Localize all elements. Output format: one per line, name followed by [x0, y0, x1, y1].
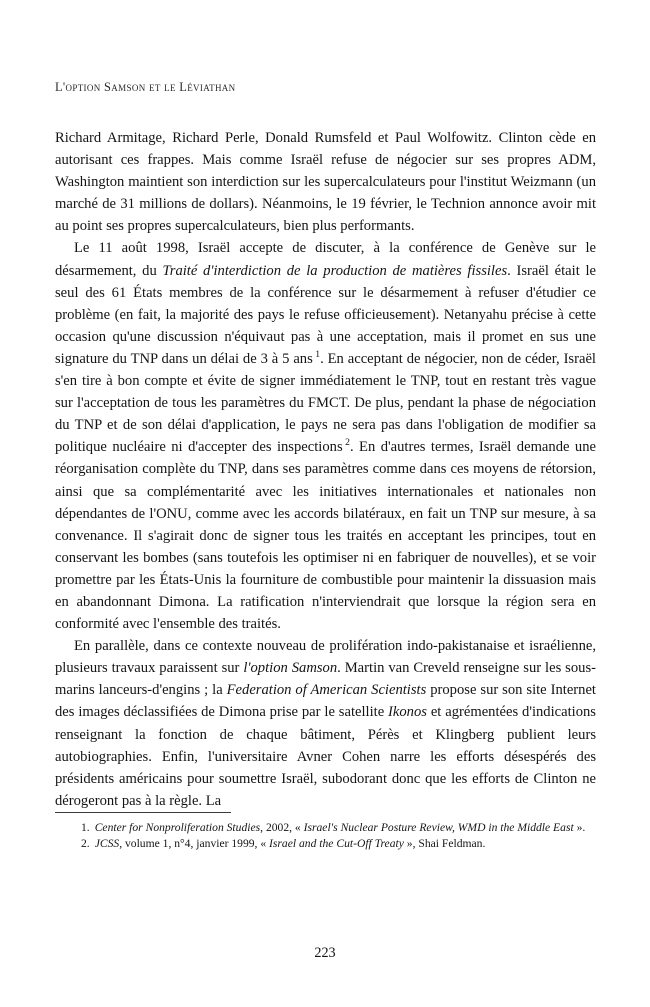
footnote-item: 2. JCSS, volume 1, n°4, janvier 1999, « Israel and the Cut-Off Treaty », Shai Feldman.	[81, 837, 486, 851]
footnote-reference[interactable]: 1	[315, 349, 321, 361]
italic-text: Federation of American Scientists	[226, 682, 427, 699]
paragraph-para-2: Le 11 août 1998, Israël accepte de discuter, à la conférence de Genève sur le désarmement, du Traité d'interdiction de la production de matières fissiles. Israël était le seul des 61 États membres de la conférence sur le désarmement à refuser d'étudier ce problème (en fait, la majorité des pays le refuse officieusement). Netanyahu précise à cette occasion qu'une discussion n'équivaut pas à une acceptation, mais il promet en sus une signature du TNP dans un délai de 3 à 5 ans $^1$. En acceptant de négocier, non de céder, Israël s'en tire à bon compte et évite de signer immédiatement le TNP, tout en restant très vague sur l'acceptation de tous les paramètres du FMCT. De plus, pendant la phase de négociation du TNP et de son délai d'application, le pays ne sera pas dans l'obligation de modifier sa politique nucléaire ni d'accepter des inspections $^2$. En d'autres termes, Israël demande une réorganisation complète du TNP, dans ses paramètres comme dans ces moyens de rétorsion, ainsi que sa complémentarité avec les initiatives internationales et nationales non dépendantes de l'ONU, comme avec les accords bilatéraux, en fait un TNP sur mesure, à sa convenance. Il s'agirait donc de signer tous les traités en acceptant les principes, tout en conservant les bombes (sans toutefois les optimiser ni en fabriquer de nouvelles), et se voir promettre par les États-Unis la fourniture de combustible pour maintenir la dissuasion mais en abandonnant Dimona. La ratification n'interviendrait que lorsque la région sera en conformité avec l'ensemble des traités.	[55, 240, 596, 633]
italic-text: Israel's Nuclear Posture Review, WMD in the Middle East	[303, 821, 574, 834]
italic-text: Traité d'interdiction de la production de matières fissiles	[162, 262, 508, 279]
paragraph-para-3: En parallèle, dans ce contexte nouveau de prolifération indo-pakistanaise et israélienne, plusieurs travaux paraissent sur l'option Samson. Martin van Creveld renseigne sur les sous-marins lanceurs-d'engins ; la Federation of American Scientists propose sur son site Internet des images déclassifiées de Dimona prise par le satellite Ikonos et agrémentées d'indications renseignant la fonction de chaque bâtiment, Pérès et Klingberg publient leurs autobiographies. Enfin, l'universitaire Avner Cohen narre les efforts désespérés des présidents américains pour soumettre Israël, subodorant donc que les efforts de Clinton ne dérogeront pas à la règle. La	[55, 638, 596, 809]
paragraph-para-1: Richard Armitage, Richard Perle, Donald Rumsfeld et Paul Wolfowitz. Clinton cède en autorisant ces frappes. Mais comme Israël refuse de négocier sur ses propres ADM, Washington maintient son interdiction sur les supercalculateurs pour l'institut Weizmann (un marché de 31 millions de dollars). Néanmoins, le 19 février, le Technion annonce avoir mit au point ses propres supercalculateurs, bien plus performants.	[55, 130, 596, 235]
footnote-item: 1. Center for Nonproliferation Studies, 2002, « Israel's Nuclear Posture Review, WMD in the Middle East ».	[81, 821, 586, 834]
footnote-separator-rule	[55, 812, 231, 813]
footnote-zone	[55, 812, 596, 853]
italic-text: JCSS	[94, 837, 120, 851]
italic-text: Center for Nonproliferation Studies	[94, 821, 261, 834]
italic-text: Israel and the Cut-Off Treaty	[269, 837, 404, 851]
italic-text: Ikonos	[388, 704, 427, 721]
body-text-block	[55, 127, 596, 812]
page-number: 223	[314, 945, 336, 961]
footnote-number: 1.	[81, 821, 90, 834]
italic-text: l'option Samson	[243, 660, 338, 677]
running-head: L'option Samson et le Léviathan	[55, 80, 236, 94]
footnote-number: 2.	[81, 837, 90, 851]
footnote-reference[interactable]: 2	[345, 437, 350, 449]
